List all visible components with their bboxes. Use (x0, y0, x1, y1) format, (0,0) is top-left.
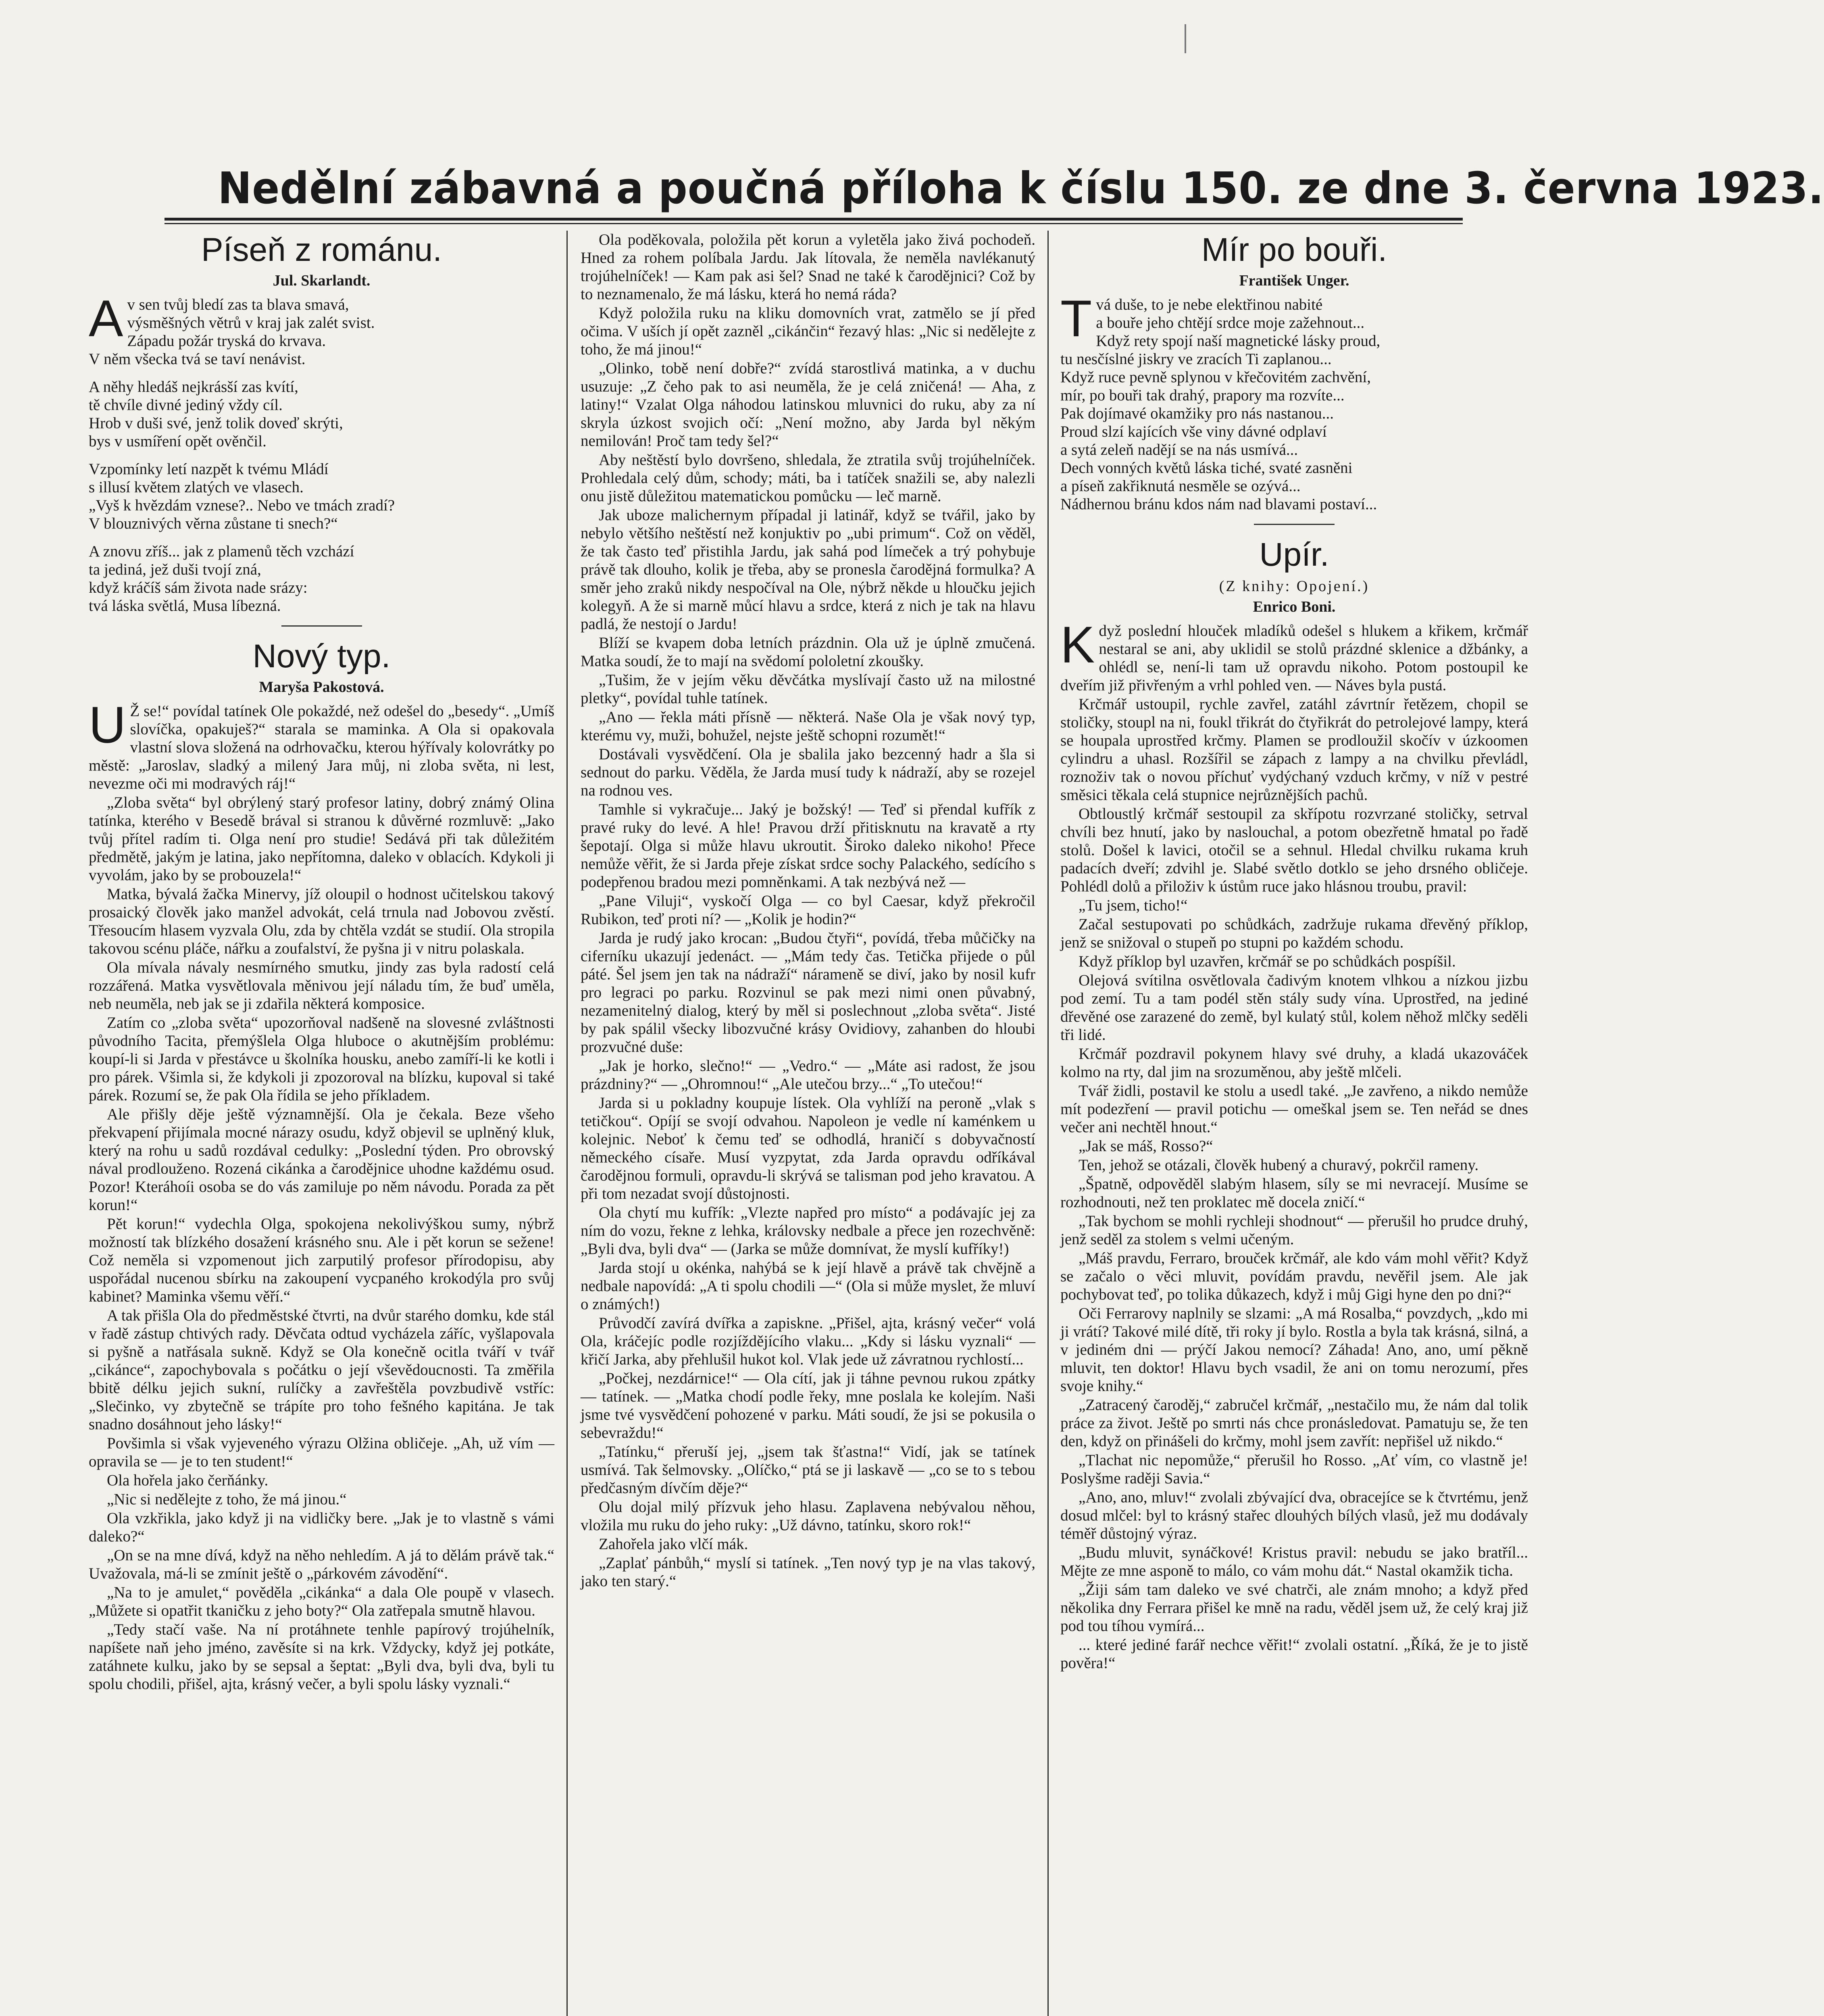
story-paragraph: „Máš pravdu, Ferraro, brouček krčmář, ale kdo vám mohl věřit? Když se začalo o věci mluvit, povídám pravdu, nevěřil jsem. Ale jak pochybovat teď, po tolika důkazech, když i můj Gigi hyne den po dni?“ (1060, 1250, 1528, 1303)
story-paragraph: Průvodčí zavírá dvířka a zapiskne. „Přišel, ajta, krásný večer“ volá Ola, kráčejíc podle rozjíždějícího vlaku... „Kdy si lásku vyznali“ — křičí Jarka, aby přehlušil hukot kol. Vlak jede už závratnou rychlostí... (581, 1314, 1035, 1368)
verse-line: v sen tvůj bledí zas ta blava smavá, (127, 296, 349, 313)
poem-author: Jul. Skarlandt. (273, 272, 371, 289)
drop-cap: T (1060, 290, 1092, 348)
story-paragraph: Oči Ferrarovy naplnily se slzami: „A má Rosalba,“ povzdych, „kdo mi ji vrátí? Takové milé dítě, tři roky jí bylo. Rostla a byla tak krásná, silná, a v jediném dni — prýčí Jakou nemocí? Záhada! Ano, ano, umí pěkně mluvit, ten doktor! Hlavu bych vsadil, že ani on tomu nerozumí, přes svoje knihy.“ (1060, 1305, 1528, 1395)
verse-line: mír, po bouři tak drahý, prapory ma rozvíte... (1060, 387, 1345, 404)
story-paragraph: Aby neštěstí bylo dovršeno, shledala, že ztratila svůj trojúhelníček. Prohledala celý dům, schody; máti, ba i tatíček snažili se, aby nalezli onu jistě důležitou matematickou pomůcku — leč marně. (581, 451, 1035, 505)
story-paragraph: Jarda je rudý jako krocan: „Budou čtyři“, povídá, třeba můčičky na ciferníku ukazují jedenáct. — „Mám tedy čas. Tetička přijede o půl páté. Šel jsem jen tak na nádraží“ nárameně se diví, jako by nosil kufr pro legraci po parku. Rozvinul se pak mezi nimi onen půvabný, nezamenitelný dialog, který by měl si poslechnout „zloba světa“. Jisté by pak spálil všecky libozvučné krásy Ovidiovy, zahanben do hloubi prozvučné duše: (581, 929, 1035, 1056)
verse-line: tu nesčíslné jiskry ve zracích Ti zaplanou... (1060, 350, 1332, 368)
verse-line: výsměšných větrů v kraj jak zalét svist. (127, 314, 375, 331)
verse-line: vá duše, to je nebe elektřinou nabité (1096, 296, 1323, 313)
story-paragraph: „Ano — řekla máti přísně — některá. Naše Ola je však nový typ, kterému vy, muži, bohužel, nejste ještě schopni rozumět!“ (581, 708, 1035, 744)
masthead: Nedělní zábavná a poučná příloha k číslu 150. ze dne 3. června 1923. (218, 163, 1824, 214)
story-paragraph: Jarda stojí u okénka, nahýbá se k její hlavě a právě tak chvějně a nedbale napovídá: „A ti spolu chodili —“ (Ola si může myslet, že mluví o známých!) (581, 1259, 1035, 1313)
story-paragraph: Zatím co „zloba světa“ upozorňoval nadšeně na slovesné zvláštnosti původního Tacita, přemýšlela Olga hluboce o akutnějším problému: koupí-li si Jarda v přestávce u školníka housku, anebo zamíří-li ke kotli i pro párek. Všimla si, že kdykoli ji zpozoroval na blízku, kupoval si také párek. Rozumí se, že pak Ola řídila se jeho příkladem. (89, 1014, 554, 1104)
verse-line: Pak dojímavé okamžiky pro nás nastanou... (1060, 405, 1334, 422)
poem-stanza-2 (89, 378, 554, 450)
column-divider-2 (1047, 231, 1049, 2016)
story-paragraph: „Žiji sám tam daleko ve své chatrči, ale znám mnoho; a když před několika dny Ferrara přišel ke mně na radu, věděl jsem už, že celý kraj již pod tou tíhou vymírá... (1060, 1581, 1528, 1635)
story-paragraph: Ola vzkřikla, jako když ji na vidličky bere. „Jak je to vlastně s vámi daleko?“ (89, 1510, 554, 1545)
story-paragraph: Obtloustlý krčmář sestoupil za skřípotu rozvrzané stoličky, setrval chvíli bez hnutí, jako by naslouchal, a potom obezřetně hmatal po řadě stolů. Došel k lavici, otočil se a sehnul. Hledal chvilku rukama kruh padacích dveří; zdvihl je. Slabé světlo dotklo se jeho drsného obličeje. Pohlédl dolů a přiloživ k ústům ruce jako hlásnou troubu, pravil: (1060, 805, 1528, 895)
story-paragraph: „Tlachat nic nepomůže,“ přerušil ho Rosso. „Ať vím, co vlastně je! Poslyšme raději Savia.“ (1060, 1452, 1528, 1487)
story-paragraph: „Špatně, odpověděl slabým hlasem, síly se mi nevracejí. Musíme se rozhodnouti, než ten proklatec mě docela zničí.“ (1060, 1175, 1528, 1211)
masthead-rule (164, 218, 1463, 221)
verse-line: Když rety spojí naší magnetické lásky proud, (1096, 332, 1380, 350)
story-paragraph: „Tu jsem, ticho!“ (1079, 897, 1188, 914)
story-paragraph: „Jak je horko, slečno!“ — „Vedro.“ — „Máte asi radost, že jsou prázdniny?“ — „Ohromnou!“ „Ale utečou brzy...“ „To utečou!“ (581, 1057, 1035, 1093)
story-paragraph: Matka, bývalá žačka Minervy, jíž oloupil o hodnost učitelskou takový prosaický člověk jako manžel advokát, celá trnula nad Jobovou zvěstí. Třesoucím hlasem vyzvala Olu, zda by chtěla vzdát se studií. Ola stropila takovou scénu pláče, nářku a zoufalství, že pyšna ji v nitru polaskala. (89, 885, 554, 957)
story-paragraph: Jarda si u pokladny koupuje lístek. Ola vyhlíží na peroně „vlak s tetičkou“. Opíjí se svojí odvahou. Napoleon je vedle ní kaménkem u kolejnic. Neboť k čemu teď se odhodlá, hraničí s dobyvačností německého císaře. Musí vyzpytat, zda Jarda opravdu odříkával čarodějnou formuli, opravdu-li skrývá se talisman pod jeho kravatou. A při tom nezadat svojí důstojnosti. (581, 1094, 1035, 1202)
story-paragraph: „Ano, ano, mluv!“ zvolali zbývající dva, obracejíce se k čtvrtému, jenž dosud mlčel: byl to krásný stařec dlouhých bílých vlasů, jež mu dodávaly téměř důstojný výraz. (1060, 1489, 1528, 1542)
verse-line: a píseň zakřiknutá nesměle se ozývá... (1060, 477, 1301, 495)
verse-line: Západu požár tryská do krvava. (127, 332, 326, 350)
story-paragraph: Olu dojal milý přízvuk jeho hlasu. Zaplavena nebývalou něhou, vložila mu ruku do jeho ruky: „Už dávno, tatínku, skoro rok!“ (581, 1498, 1035, 1534)
verse-line: ta jediná, jež duši tvojí zná, (89, 561, 261, 578)
story-paragraph: Když příklop byl uzavřen, krčmář se po schůdkách pospíšil. (1079, 953, 1456, 970)
column-3 (1060, 231, 1528, 2016)
story-paragraph: „Tedy stačí vaše. Na ní protáhnete tenhle papírový trojúhelník, napíšete naň jeho jméno, zavěsíte si na krk. Vždycky, když jej potkáte, zatáhnete kulku, jako by se sepsal a šeptat: „Byli dva, byli dva, byli tu spolu chodili, přišel, ajta, krásný večer, a byli spolu lásky vyznali.“ (89, 1621, 554, 1693)
poem-title: Píseň z románu. (201, 231, 442, 268)
story-paragraph: „Tatínku,“ přeruší jej, „jsem tak šťastna!“ Vidí, jak se tatínek usmívá. Tak šelmovsky. „Olíčko,“ ptá se ji laskavě — „co se to s tebou předčasným dívčím děje?“ (581, 1443, 1035, 1497)
story-paragraph: A tak přišla Ola do předměstské čtvrti, na dvůr starého domku, kde stál v řadě zástup chtivých rady. Děvčata odtud vycházela záříc, vyšlapovala si pyšně a natřásala sukně. Když se Ola konečně ocitla tváří v tvář „cikánce“, zapochybovala s počátku o její vševědoucnosti. Ta změřila bbitě délku jejich sukní, rulíčky a zavřeštěla povzbudivě vstříc: „Slečinko, vy zbytečně se trápíte pro toho fešného kapitána. Je tak snadno dosáhnout jeho lásky!“ (89, 1307, 554, 1433)
story-subtitle: (Z knihy: Opojení.) (1219, 578, 1370, 595)
masthead-rule-thin (164, 223, 1463, 224)
poem-stanza-4 (89, 542, 554, 615)
drop-cap: U (89, 696, 126, 754)
poem-stanza-3 (89, 460, 554, 533)
verse-line: Když ruce pevně splynou v křečovitém zachvění, (1060, 369, 1371, 386)
story-title: Nový typ. (252, 638, 391, 675)
story-paragraph: „On se na mne dívá, když na něho nehledím. A já to dělám právě tak.“ Uvažovala, má-li se zmínit ještě o „párkovém závodění“. (89, 1547, 554, 1582)
verse-line: V blouznivých věrna zůstane ti snech?“ (89, 515, 338, 532)
verse-line: Hrob v duši své, jenž tolik doveď skrýti, (89, 414, 343, 432)
verse-line: V něm všecka tvá se taví nenávist. (89, 350, 306, 368)
story-paragraph: Začal sestupovati po schůdkách, zadržuje rukama dřevěný příklop, jenž se snižoval o stupeň po stupni po každém schodu. (1060, 916, 1528, 951)
story-paragraph: Když položila ruku na kliku domovních vrat, zatmělo se jí před očima. V uších jí opět zazněl „cikánčin“ řezavý hlas: „Nic si nedělejte z toho, že má jinou!“ (581, 304, 1035, 358)
story-paragraph: „Zatracený čaroděj,“ zabručel krčmář, „nestačilo mu, že nám dal tolik práce za život. Ještě po smrti nás chce pronásledovat. Pamatuju se, že ten den, když on přinášeli do krčmy, mohl jsem zavřít: nepřišel už nikdo.“ (1060, 1396, 1528, 1450)
story-paragraph: ... které jediné farář nechce věřit!“ zvolali ostatní. „Říká, že je to jistě pověra!“ (1060, 1636, 1528, 1672)
verse-line: když kráčíš sám života nade srázy: (89, 579, 308, 596)
story-paragraph: Když poslední hlouček mladíků odešel s hlukem a křikem, krčmář nestaral se ani, aby uklidil se stolů prázdné sklenice a džbánky, a ohlédl se, není-li tam už opravdu nikoho. Potom postoupil ke dveřím již přivřeným a vrhl pohled ven. — Náves byla pustá. (1060, 616, 1528, 694)
verse-line: bys v usmíření opět ověnčil. (89, 433, 267, 450)
story-author: Maryša Pakostová. (259, 679, 384, 696)
verse-line: Vzpomínky letí nazpět k tvému Mládí (89, 460, 329, 478)
story-paragraph: Jak uboze malichernym případal ji latinář, když se tvářil, jako by nebylo většího neštěstí než konjuktiv po „ubi primum“. Což on věděl, že tak často teď přistihla Jardu, jak sahá pod límeček a trý pohybuje právě tak dlouho, kolik je třeba, aby se pronesla čarodějná formulka? A směr jeho zraků nikdy nespočíval na Ole, nýbrž někde u hloučku jejich kolegyň. A že si marně můcí hlavu a srdce, která z nich je tak na hlavu padlá, že nestojí o Jardu! (581, 506, 1035, 633)
story-paragraph: „Počkej, nezdárnice!“ — Ola cítí, jak ji táhne pevnou rukou zpátky — tatínek. — „Matka chodí podle řeky, mne poslala ke kolejím. Naši jsme tvé vysvědčení pohozené v parku. Máti soudí, že jsi se pokusila o sebevraždu!“ (581, 1370, 1035, 1441)
drop-cap: A (89, 290, 123, 348)
column-2 (581, 231, 1035, 2016)
story-paragraph: Krčmář ustoupil, rychle zavřel, zatáhl závrtnír řetězem, chopil se stoličky, stoupl na ni, foukl třikrát do čtyřikrát do petrolejové lampy, která se houpala uprostřed krčmy. Plamen se prodloužil skočív v úzkoomen cylindru a uhasl. Rozšířil se zápach z lampy a na chvilku převládl, roznoživ tak o novou příchuť vydýchaný vzduch krčmy, v níž v pestré směsici těkala celá stupnice nejrůznějších pachů. (1060, 696, 1528, 804)
story-paragraph: Tvář židli, postavil ke stolu a usedl také. „Je zavřeno, a nikdo nemůže mít podezření — pravil potichu — omeškal jsem se. Ten neřád se dnes večer ani nechtěl hnout.“ (1060, 1082, 1528, 1136)
section-divider (1254, 524, 1335, 525)
verse-line: Proud slzí kajících vše viny dávné odplaví (1060, 423, 1327, 440)
story-paragraph: Povšimla si však vyjeveného výrazu Olžina obličeje. „Ah, už vím — opravila se — je to ten student!“ (89, 1435, 554, 1470)
poem-body (1060, 290, 1528, 513)
story-paragraph: Blíží se kvapem doba letních prázdnin. Ola už je úplně zmučená. Matka soudí, že to mají na svědomí pololetní zkoušky. (581, 634, 1035, 670)
story-paragraph: „Nic si nedělejte z toho, že má jinou.“ (107, 1491, 347, 1508)
story-paragraph: „Budu mluvit, synáčkové! Kristus pravil: nebudu se jako bratříl... Mějte ze mne asponě to málo, co vám mohu dát.“ Nastal okamžik ticha. (1060, 1544, 1528, 1579)
story-paragraph: „Na to je amulet,“ pověděla „cikánka“ a dala Ole poupě v vlasech. „Můžete si opatřit tkaničku z jeho boty?“ Ola zatřepala smutně hlavou. (89, 1584, 554, 1619)
story-paragraph: U Ž se!“ povídal tatínek Ole pokaždé, než odešel do „besedy“. „Umíš slovíčka, opakuješ?“ starala se maminka. A Ola si opakovala vlastní slova složená na odrhovačku, kterou hýřívaly kolovrátky po městě: „Jaroslav, sladký a milený Jara můj, ni zloba světa, ni lest, nevezme oči mi modravých ráj!“ (89, 696, 554, 792)
crop-mark (1185, 24, 1186, 53)
story-paragraph: „Pane Viluji“, vyskočí Olga — co byl Caesar, když překročil Rubikon, teď proti ní? — „Kolik je hodin?“ (581, 892, 1035, 928)
story-paragraph: Ola hořela jako čerňánky. (107, 1472, 269, 1489)
verse-line: A něhy hledáš nejkrásší zas kvítí, (89, 378, 298, 396)
verse-line: tě chvíle divné jediný vždy cíl. (89, 396, 283, 414)
verse-line: tvá láska světlá, Musa líbezná. (89, 597, 281, 614)
verse-line: Dech vonných květů láska tiché, svaté zasněni (1060, 459, 1353, 477)
story-paragraph: „Zloba světa“ byl obrýlený starý profesor latiny, dobrý známý Olina tatínka, kterého v Besedě brával si stranou k důvěrné rozmluvě: „Jako tvůj přítel radím ti. Olga není pro studie! Sedává při tak důležitém předmětě, jakým je latina, jako nepřítomna, daleko v oblacích. Kdykoli ji vyvolám, jako by se probouzela!“ (89, 794, 554, 884)
story-paragraph: Tamhle si vykračuje... Jaký je božský! — Teď si přendal kufřík z pravé ruky do levé. A hle! Pravou drží přitisknutu na kravatě a rty šepotají. Olga si může hlavu ukroutit. Široko daleko nikoho! Přece nemůže věřit, že si Jarda přeje získat srdce sochy Palackého, sedícího s podepřenou bradou mezi pomněnkami. A tak nezbývá než — (581, 801, 1035, 891)
story-title: Upír. (1259, 536, 1329, 573)
story-paragraph: „Zaplať pánbůh,“ myslí si tatínek. „Ten nový typ je na vlas takový, jako ten starý.“ (581, 1554, 1035, 1590)
poem-title: Mír po bouři. (1201, 231, 1387, 268)
story-paragraph: Ola mívala návaly nesmírného smutku, jindy zas byla radostí celá rozzářená. Matka vysvětlovala měnivou její náladu tím, že buď uměla, neb neuměla, neb jak se ji zdařila některá komposice. (89, 959, 554, 1012)
story-paragraph: „Jak se máš, Rosso?“ (1079, 1137, 1213, 1155)
story-paragraph: Olejová svítilna osvětlovala čadivým knotem vlhkou a nízkou jizbu pod zemí. Tu a tam podél stěn stály sudy vína. Uprostřed, na jediné dřevěné ose zarazené do země, byl kulatý stůl, kolem něhož mlčky seděli tři lidé. (1060, 972, 1528, 1043)
story-author: Enrico Boni. (1253, 598, 1336, 615)
column-divider-1 (566, 231, 568, 2016)
story-paragraph: Dostávali vysvědčení. Ola je sbalila jako bezcenný hadr a šla si sednout do parku. Věděla, že Jarda musí tudy k nádraží, aby se rozejel na rodnou ves. (581, 746, 1035, 799)
verse-line: A znovu zříš... jak z plamenů těch vzchází (89, 543, 354, 560)
drop-cap: K (1060, 616, 1095, 674)
story-paragraph: „Olinko, tobě není dobře?“ zvídá starostlivá matinka, a v duchu usuzuje: „Z čeho pak to asi neuměla, že je celá zničená! — Aha, z latiny!“ Vzalat Olga náhodou latinskou mluvnici do ruku, aby za ní skryla úzkost svojich očí: „Není možno, aby Jarda byl někým nemilován! Proč tam tedy šel?“ (581, 360, 1035, 450)
story-paragraph: Ola chytí mu kufřík: „Vlezte napřed pro místo“ a podávajíc jej za ním do vozu, řekne z lehka, královsky nedbale a přece jen rozechvěně: „Byli dva, byli dva“ — (Jarka se může domnívat, že myslí kufříky!) (581, 1204, 1035, 1258)
verse-line: s illusí květem zlatých ve vlasech. (89, 479, 304, 496)
story-paragraph: „Tak bychom se mohli rychleji shodnout“ — přerušil ho prudce druhý, jenž seděl za stolem s velmi učeným. (1060, 1212, 1528, 1248)
section-divider (281, 625, 362, 627)
story-paragraph: Ten, jehož se otázali, člověk hubený a churavý, pokrčil rameny. (1079, 1156, 1479, 1174)
story-paragraph: Ola poděkovala, položila pět korun a vyletěla jako živá pochodeň. Hned za rohem políbala Jardu. Jak lítovala, že neměla navlékanutý trojúhelníček! — Kam pak asi šel? Snad ne také k čarodějnici? Což by to neznamenalo, že má lásku, která ho nemá ráda? (581, 231, 1035, 303)
poem-author: František Unger. (1239, 272, 1349, 289)
story-paragraph: Zahořela jako vlčí mák. (599, 1535, 748, 1553)
verse-line: „Vyš k hvězdám vznese?.. Nebo ve tmách zradí? (89, 497, 395, 514)
story-paragraph: Ale přišly děje ještě významnější. Ola je čekala. Beze všeho překvapení přijímala mocné nárazy osudu, když objevil se uplněný kluk, který na rohu u sadů rozdával cedulky: „Poslední týden. Pro obrovský nával prodlouženo. Rozená cikánka a čarodějnice uhodne každému osud. Pozor! Kteráhoíi osoba se do vás zamiluje po něm návodu. Porada za pět korun!“ (89, 1106, 554, 1214)
verse-line: Nádhernou bránu kdos nám nad blavami postaví... (1060, 496, 1377, 513)
verse-line: a sytá zeleň nadějí se na nás usmívá... (1060, 441, 1298, 458)
story-paragraph: Pět korun!“ vydechla Olga, spokojena nekolivýškou sumy, nýbrž možností tak blízkého dosažení krásného snu. Ale i pět korun se sežene! Což neměla si vzpomenout jich zarputilý profesor přírodopisu, aby uspořádal nucenou sbírku na zakoupení vycpaného krokodýla pro svůj kabinet? Maminka všemu věří.“ (89, 1215, 554, 1305)
column-1 (89, 231, 554, 2016)
poem-stanza-1 (89, 290, 554, 368)
story-paragraph: Krčmář pozdravil pokynem hlavy své druhy, a kladá ukazováček kolmo na rty, dal jim na srozuměnou, aby ještě mlčeli. (1060, 1045, 1528, 1081)
story-paragraph: „Tušim, že v jejím věku děvčátka myslívají často už na milostné pletky“, povídal tuhle tatínek. (581, 671, 1035, 707)
verse-line: a bouře jeho chtějí srdce moje zažehnout... (1096, 314, 1365, 331)
